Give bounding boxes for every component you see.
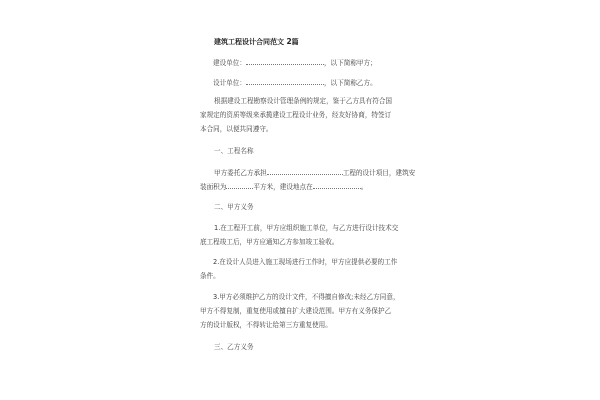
section-2-item-2-line-2: 条件。 bbox=[200, 272, 220, 280]
party-a-line bbox=[213, 58, 377, 68]
section-1-line-2-prefix: 装面积为 bbox=[200, 183, 227, 191]
section-2-item-2-line-1: 2.在设计人员进入施工现场进行工作时，甲方应提供必要的工作 bbox=[213, 258, 398, 266]
section-1-line-2-mid: 平方米，建设地点在 bbox=[253, 183, 313, 191]
party-a-suffix: ，以下简称甲方； bbox=[323, 59, 377, 67]
section-2-item-3-line-3: 方的设计版权，不得转让给第三方重复使用。 bbox=[200, 321, 332, 329]
section-1-line-2-end: 。 bbox=[360, 183, 368, 191]
document-title bbox=[214, 37, 299, 47]
intro-line-1: 根据建设工程勘察设计管理条例的规定，鉴于乙方具有符合国 bbox=[214, 97, 393, 105]
section-1-line-1-suffix: 工程的设计项目，建筑安 bbox=[342, 169, 416, 177]
section-1-line-1-prefix: 甲方委托乙方承担 bbox=[214, 169, 267, 177]
title-suffix: 篇 bbox=[291, 38, 299, 46]
title-prefix: 建筑工程设计合同范文 bbox=[214, 38, 284, 46]
section-2-item-3-line-1: 3.甲方必须维护乙方的设计文件，不得擅自修改;未经乙方同意， bbox=[213, 293, 400, 301]
section-2-heading: 二、甲方义务 bbox=[214, 203, 254, 211]
section-1-line-2 bbox=[200, 182, 367, 192]
location-blank bbox=[313, 182, 361, 189]
section-2-item-1-line-1: 1.在工程开工前，甲方应组织施工单位，与乙方进行设计技术交 bbox=[214, 224, 399, 232]
section-3-heading: 三、乙方义务 bbox=[214, 343, 254, 351]
section-2-item-3-line-2: 甲方不得复制，重复使用或擅自扩大建设范围。甲方有义务保护乙 bbox=[200, 307, 392, 315]
section-1-heading: 一、工程名称 bbox=[214, 147, 254, 155]
area-blank bbox=[226, 182, 253, 189]
party-a-label: 建设单位： bbox=[213, 59, 246, 67]
section-2-item-1-line-2: 底工程竣工后，甲方应通知乙方参加竣工验收。 bbox=[200, 238, 339, 246]
party-b-suffix: ，以下简称乙方。 bbox=[323, 79, 377, 87]
intro-line-3: 本合同，以便共同遵守。 bbox=[200, 125, 273, 133]
party-a-blank bbox=[246, 58, 324, 65]
title-number: 2 bbox=[286, 37, 292, 46]
party-b-blank bbox=[246, 78, 324, 85]
project-name-blank bbox=[267, 168, 343, 175]
section-1-line-1 bbox=[214, 168, 415, 178]
party-b-line bbox=[213, 78, 377, 88]
intro-line-2: 家规定的资质等级来承揽建设工程设计业务，经友好协商，特签订 bbox=[200, 111, 392, 119]
party-b-label: 设计单位： bbox=[213, 79, 246, 87]
